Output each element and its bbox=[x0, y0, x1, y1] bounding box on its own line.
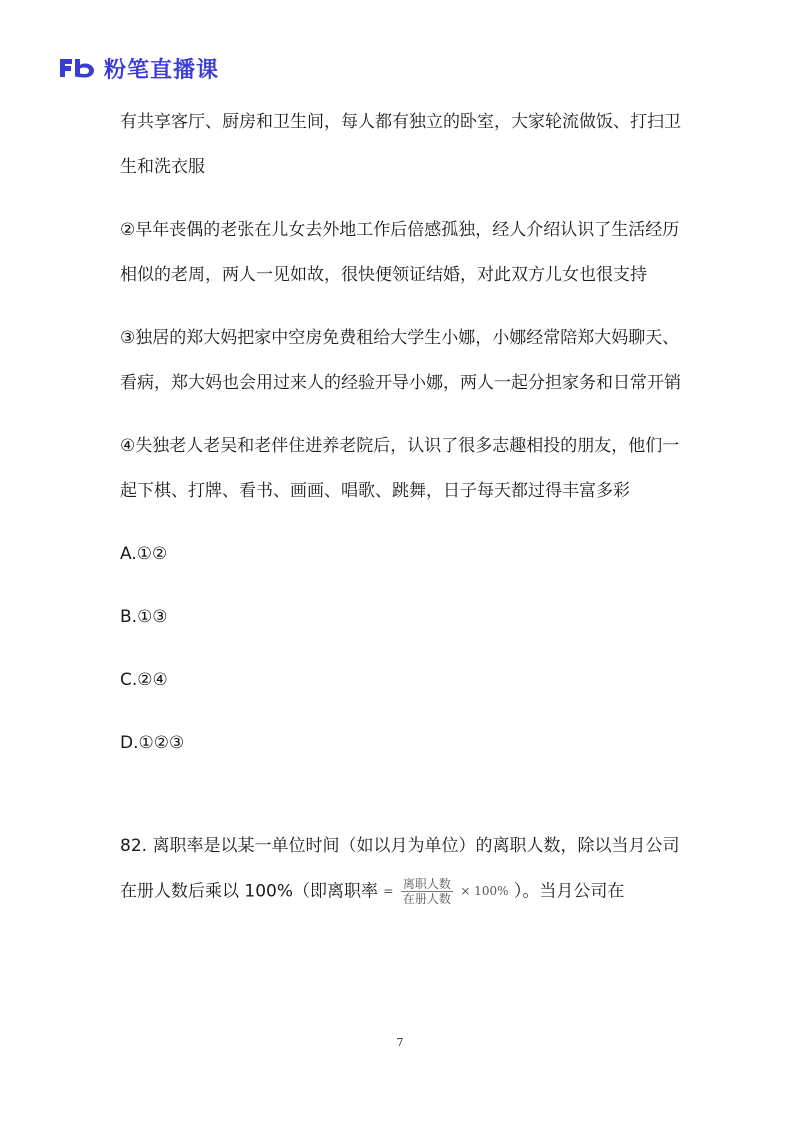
brand-title: 粉笔直播课 bbox=[104, 57, 220, 83]
option-a: A.①② bbox=[120, 544, 168, 564]
page-header bbox=[58, 52, 219, 84]
fraction-numerator: 离职人数 bbox=[402, 877, 451, 891]
fraction-multiplier: × 100% bbox=[460, 884, 509, 898]
question-82-text: 82. 离职率是以某一单位时间（如以月为单位）的离职人数，除以当月公司在册人数后乘以 100%（即离职率 bbox=[120, 836, 680, 902]
option-d: D.①②③ bbox=[120, 733, 185, 753]
page-number: 7 bbox=[396, 1036, 404, 1049]
paragraph-3: ③独居的郑大妈把家中空房免费租给大学生小娜，小娜经常陪郑大妈聊天、看病，郑大妈也会用过来人的经验开导小娜，两人一起分担家务和日常开销 bbox=[120, 328, 681, 393]
paragraph-2: ②早年丧偶的老张在儿女去外地工作后倍感孤独，经人介绍认识了生活经历相似的老周，两人一见如故，很快便领证结婚，对此双方儿女也很支持 bbox=[120, 220, 680, 285]
option-b: B.①③ bbox=[120, 607, 168, 627]
document-body bbox=[120, 100, 695, 915]
question-82 bbox=[120, 824, 695, 915]
turnover-fraction bbox=[401, 877, 453, 906]
option-c: C.②④ bbox=[120, 670, 168, 690]
paragraph-4: ④失独老人老吴和老伴住进养老院后，认识了很多志趣相投的朋友，他们一起下棋、打牌、看书、画画、唱歌、跳舞，日子每天都过得丰富多彩 bbox=[120, 436, 680, 501]
fb-logo-icon bbox=[58, 56, 98, 80]
question-82-text-cont: ）。当月公司在 bbox=[513, 881, 625, 902]
fraction-denominator: 在册人数 bbox=[402, 892, 451, 906]
paragraph-1-continued: 有共享客厅、厨房和卫生间，每人都有独立的卧室，大家轮流做饭、打扫卫生和洗衣服 bbox=[120, 112, 681, 177]
equals-sign: = bbox=[383, 884, 394, 898]
